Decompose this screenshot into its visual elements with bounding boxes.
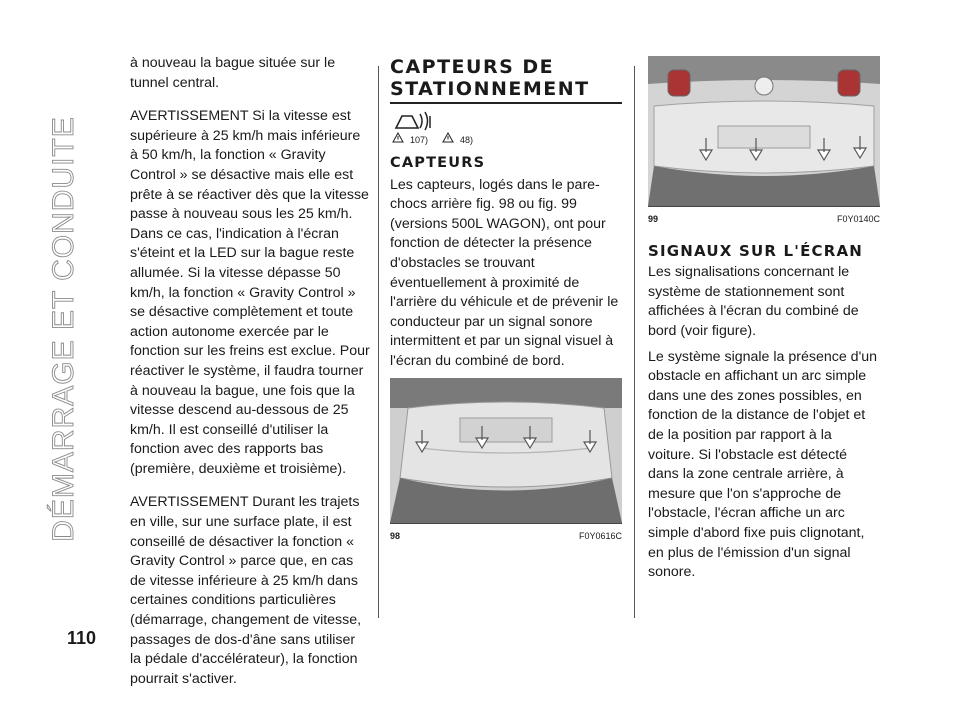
paragraph: Les capteurs, logés dans le pare-chocs arrière fig. 98 ou fig. 99 (versions 500L WAGON), ont pour fonction de détecter la présence d'obstacles se trouvant éventuellement à proximité de l'arrière du véhicule et de prévenir le conducteur par un signal sonore intermittent et par un signal visuel à l'écran du combiné de bord.: [390, 176, 619, 369]
paragraph-warning-2: AVERTISSEMENT Durant les trajets en ville, sur une surface plate, il est conseillé de désactiver la fonction « Gravity Control » parce que, en cas de vitesse inférieure à 25 km/h dans certaines conditions particulières (démarrage, changement de vitesse, passages de dos-d'âne sans utiliser la pédale d'accélérateur), la fonction pourrait s'activer.: [130, 494, 362, 687]
section-heading: CAPTEURS DE STATIONNEMENT: [390, 56, 590, 100]
paragraph: Le système signale la présence d'un obstacle en affichant un arc simple dans une des zones possibles, en fonction de la distance de l'objet et de la position par rapport à la voiture. Si l'obstacle est détecté dans la zone centrale arrière, à mesure que l'on s'approche de l'obstacle, l'écran affiche un arc simple d'abord fixe puis clignotant, en plus de l'émission d'un signal sonore.: [648, 348, 878, 581]
page-number: 110: [67, 628, 97, 648]
chapter-side-title: DÉMARRAGE ET CONDUITE: [47, 116, 80, 542]
column-2: [390, 56, 622, 558]
column-1: [130, 54, 370, 703]
paragraph: Les signalisations concernant le système de stationnement sont affichées à l'écran du combiné de bord (voir figure).: [648, 264, 859, 339]
warning-references: [392, 132, 622, 150]
caution-triangle-icon: [442, 131, 454, 151]
parking-sensor-icon: [392, 110, 622, 132]
warning-triangle-icon: [392, 131, 404, 151]
figure-caption: [390, 523, 622, 547]
figure-code: F0Y0140C: [836, 214, 880, 224]
column-3: [648, 56, 880, 597]
rear-bumper-wagon-figure: [648, 56, 880, 206]
figure-code: F0Y0616C: [578, 530, 622, 541]
subheading: CAPTEURS: [390, 155, 486, 171]
column-divider: [378, 66, 379, 618]
column-divider: [634, 66, 635, 618]
rear-bumper-figure: [390, 378, 622, 523]
figure-caption: [648, 206, 880, 230]
figure-number: 99: [648, 214, 659, 224]
warning-ref-1: 107): [410, 135, 429, 146]
figure-number: 98: [390, 530, 401, 541]
section-heading: SIGNAUX SUR L'ÉCRAN: [648, 241, 864, 260]
paragraph-warning-1: AVERTISSEMENT Si la vitesse est supérieure à 25 km/h mais inférieure à 50 km/h, la fonction « Gravity Control » se désactive mais elle est prête à se réactiver dès que la vitesse passe à nouveau sous les 25 km/h. Dans ce cas, l'indication à l'écran s'éteint et la LED sur la bague reste allumée. Si la vitesse dépasse 50 km/h, la fonction « Gravity Control » se désactive complètement et toute action autonome exercée par le fonction sur les freins est exclue. Pour réactiver le système, il faudra tourner à nouveau la bague, une fois que la vitesse descend au-dessous de 25 km/h. Il est conseillé d'utiliser la fonction avec des rapports bas (première, deuxième et troisième).: [130, 108, 370, 477]
warning-ref-2: 48): [460, 135, 474, 146]
section-heading-block: [390, 56, 622, 104]
paragraph: à nouveau la bague située sur le tunnel central.: [130, 55, 336, 91]
